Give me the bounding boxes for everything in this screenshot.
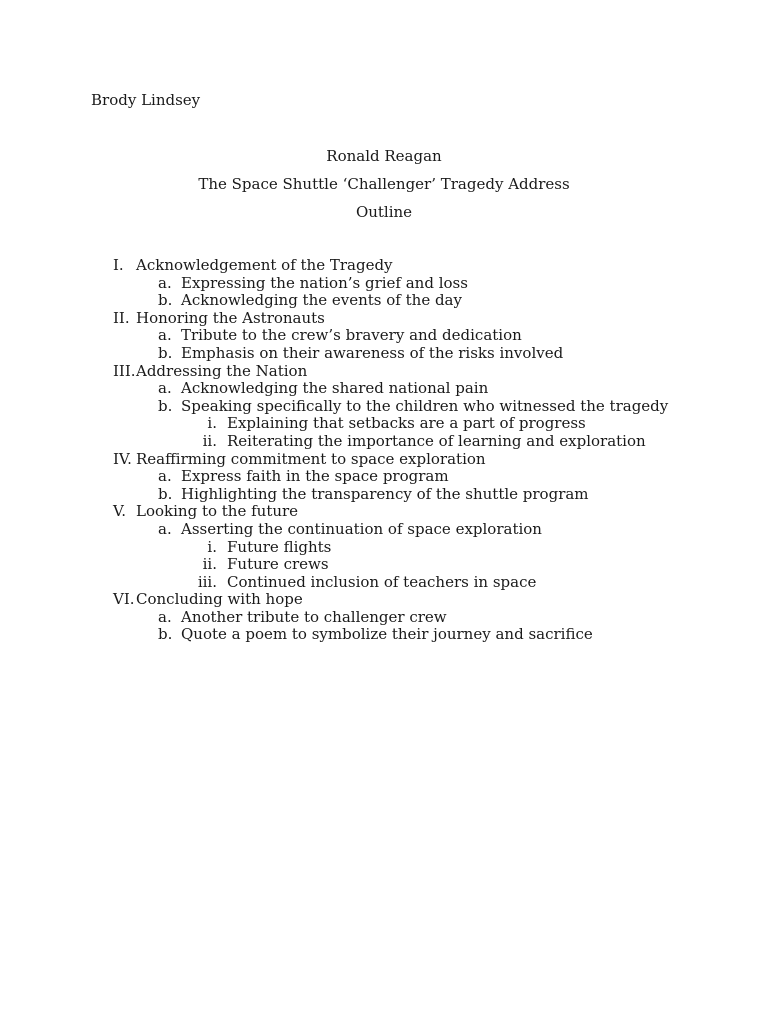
- outline-item-level-2: [0, 380, 768, 398]
- outline-item-marker: a.: [158, 273, 172, 292]
- outline-item-text: Emphasis on their awareness of the risks involved: [181, 343, 564, 362]
- outline-item-marker: i.: [207, 414, 217, 433]
- outline-item-level-2: [0, 626, 768, 644]
- outline-item-level-2: [0, 327, 768, 345]
- outline-item-marker: ii.: [202, 555, 217, 574]
- outline-item-marker: a.: [158, 467, 172, 486]
- outline-item-text: Concluding with hope: [136, 590, 303, 609]
- outline-item-marker: IV.: [113, 449, 132, 468]
- document-type-label: Outline: [355, 203, 413, 221]
- outline-item-level-3: [0, 574, 768, 592]
- outline-item-marker: i.: [207, 537, 217, 556]
- outline-item-level-1: [0, 363, 768, 381]
- outline-item-level-2: [0, 292, 768, 310]
- outline-item-marker: VI.: [113, 590, 135, 609]
- outline-item-text: Honoring the Astronauts: [136, 308, 325, 327]
- outline-item-text: Acknowledgement of the Tragedy: [136, 256, 393, 274]
- outline-item-level-2: [0, 486, 768, 504]
- outline-item-marker: b.: [158, 291, 173, 310]
- outline-item-marker: V.: [113, 502, 126, 521]
- outline-item-marker: I.: [113, 256, 124, 274]
- outline-item-marker: b.: [158, 343, 173, 362]
- outline-list: [0, 257, 768, 644]
- outline-item-text: Acknowledging the events of the day: [181, 291, 462, 310]
- outline-item-level-1: [0, 503, 768, 521]
- outline-item-level-1: [0, 310, 768, 328]
- outline-item-text: Future flights: [227, 537, 332, 556]
- outline-item-marker: iii.: [197, 572, 217, 591]
- outline-item-marker: a.: [158, 379, 172, 398]
- outline-item-marker: b.: [158, 625, 173, 644]
- outline-item-text: Another tribute to challenger crew: [181, 607, 447, 626]
- outline-item-text: Acknowledging the shared national pain: [181, 379, 489, 398]
- outline-item-level-1: [0, 257, 768, 275]
- outline-item-text: Tribute to the crew’s bravery and dedication: [181, 326, 522, 345]
- outline-item-level-3: [0, 433, 768, 451]
- outline-item-text: Speaking specifically to the children who witnessed the tragedy: [181, 396, 669, 415]
- outline-item-marker: ii.: [202, 431, 217, 450]
- outline-item-level-2: [0, 521, 768, 539]
- outline-item-text: Reaffirming commitment to space exploration: [136, 449, 486, 468]
- outline-item-level-3: [0, 415, 768, 433]
- author-name: Brody Lindsey: [91, 91, 201, 109]
- outline-item-text: Looking to the future: [136, 502, 299, 521]
- outline-item-marker: a.: [158, 326, 172, 345]
- outline-item-text: Express faith in the space program: [181, 467, 449, 486]
- outline-item-level-2: [0, 468, 768, 486]
- outline-item-level-2: [0, 345, 768, 363]
- outline-item-text: Addressing the Nation: [136, 361, 308, 380]
- outline-item-level-3: [0, 539, 768, 557]
- outline-item-text: Expressing the nation’s grief and loss: [181, 273, 468, 292]
- outline-item-level-1: [0, 591, 768, 609]
- outline-item-text: Quote a poem to symbolize their journey and sacrifice: [181, 625, 593, 644]
- outline-item-marker: a.: [158, 519, 172, 538]
- outline-item-marker: a.: [158, 607, 172, 626]
- outline-item-level-2: [0, 398, 768, 416]
- outline-item-marker: b.: [158, 396, 173, 415]
- outline-item-level-3: [0, 556, 768, 574]
- outline-item-text: Continued inclusion of teachers in space: [227, 572, 537, 591]
- speaker-name: Ronald Reagan: [326, 147, 442, 165]
- outline-item-level-1: [0, 451, 768, 469]
- outline-item-text: Reiterating the importance of learning and exploration: [227, 431, 646, 450]
- outline-item-marker: III.: [113, 361, 136, 380]
- outline-item-level-2: [0, 609, 768, 627]
- outline-item-marker: II.: [113, 308, 130, 327]
- outline-item-level-2: [0, 275, 768, 293]
- outline-item-text: Highlighting the transparency of the shuttle program: [181, 484, 589, 503]
- outline-item-text: Explaining that setbacks are a part of progress: [227, 414, 586, 433]
- outline-item-marker: b.: [158, 484, 173, 503]
- outline-item-text: Future crews: [227, 555, 329, 574]
- speech-title: The Space Shuttle ‘Challenger’ Tragedy Address: [198, 175, 570, 193]
- outline-item-text: Asserting the continuation of space exploration: [181, 519, 542, 538]
